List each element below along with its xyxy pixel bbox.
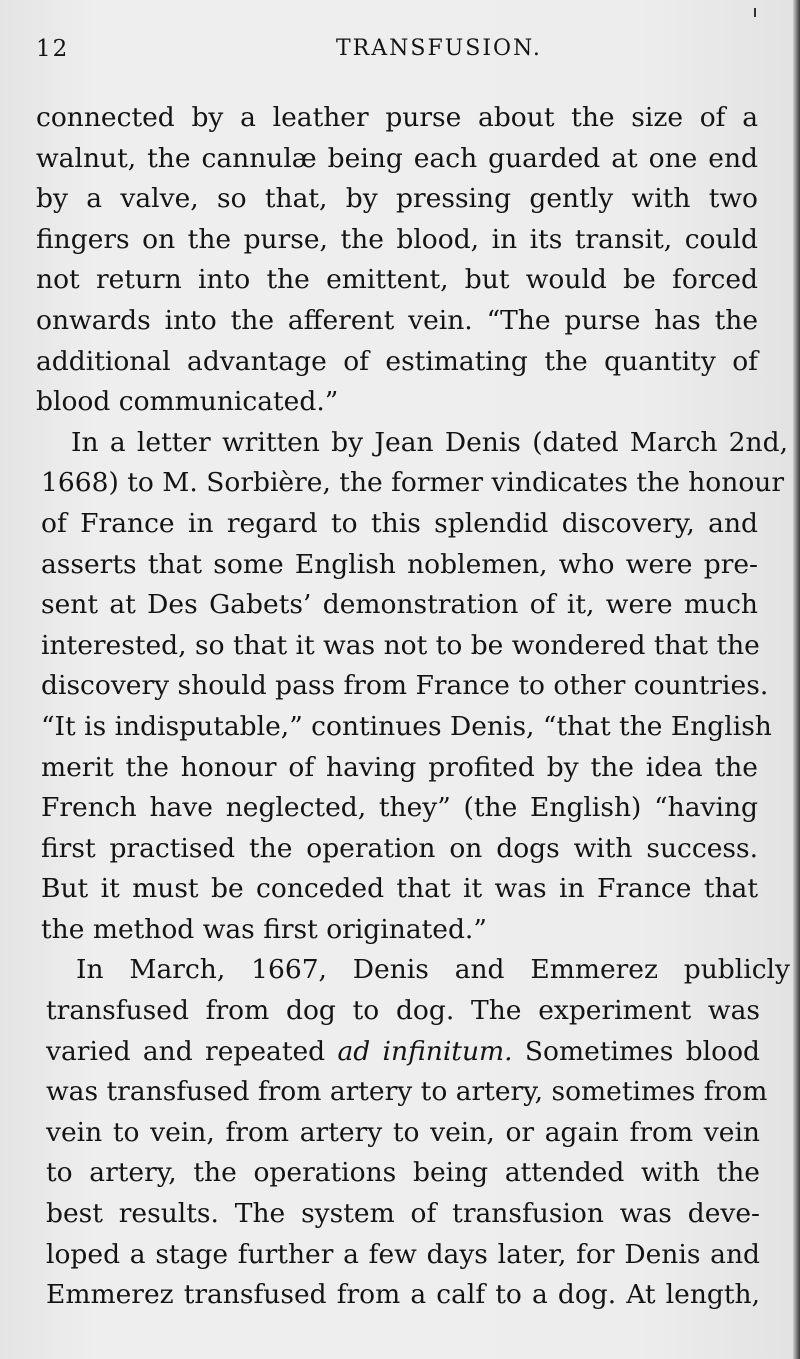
text-line: vein to vein, from artery to vein, or again from vein [46,1116,760,1148]
text-line: French have neglected, they” (the English) “having [41,792,758,824]
latin-phrase: ad infinitum. [337,1035,513,1067]
running-title: TRANSFUSION. [336,36,542,61]
text-line: transfused from dog to dog. The experiment was [46,995,760,1027]
scan-mark [754,8,756,17]
page-edge-shadow [793,0,800,1359]
text-line: to artery, the operations being attended with the [46,1157,760,1189]
text-line: In a letter written by Jean Denis (dated March 2nd, [71,426,788,458]
text-line: fingers on the purse, the blood, in its transit, could [36,223,758,255]
text-line: discovery should pass from France to other countries. [41,670,769,702]
text-line: In March, 1667, Denis and Emmerez publicly [76,954,790,986]
text-line: sent at Des Gabets’ demonstration of it, were much [41,589,758,621]
text-line: onwards into the afferent vein. “The purse has the [36,304,758,336]
text-line: not return into the emittent, but would be forced [36,264,758,296]
text-line: the method was first originated.” [41,913,487,945]
text-line: But it must be conceded that it was in France that [41,873,758,905]
running-head [36,36,756,72]
text-line: of France in regard to this splendid discovery, and [41,507,758,539]
text-line: walnut, the cannulæ being each guarded at one end [36,142,758,174]
text-run: varied and repeated [46,1035,326,1067]
paragraph-2 [41,423,788,951]
text-line: merit the honour of having profited by the idea the [41,751,758,783]
text-line: 1668) to M. Sorbière, the former vindicates the honour [41,467,785,499]
text-line-mixed [46,1032,760,1073]
text-line: “It is indisputable,” continues Denis, “that the English [41,710,772,742]
paragraph-1 [36,98,758,423]
text-line: best results. The system of transfusion was deve- [46,1198,760,1230]
text-line: asserts that some English noblemen, who were pre- [41,548,758,580]
text-line: additional advantage of estimating the quantity of [36,345,758,377]
text-line: by a valve, so that, by pressing gently with two [36,183,758,215]
text-line: loped a stage further a few days later, for Denis and [46,1238,760,1270]
text-line: first practised the operation on dogs with success. [41,832,758,864]
text-line: was transfused from artery to artery, sometimes from [46,1076,768,1108]
text-line: interested, so that it was not to be wondered that the [41,629,760,661]
text-line: connected by a leather purse about the size of a [36,102,758,133]
body-text [36,98,790,1316]
paragraph-3 [46,950,790,1315]
text-line: Emmerez transfused from a calf to a dog. At length, [46,1279,760,1311]
page-number: 12 [36,36,70,62]
text-run: Sometimes blood [524,1035,760,1067]
text-line: blood communicated.” [36,386,339,418]
